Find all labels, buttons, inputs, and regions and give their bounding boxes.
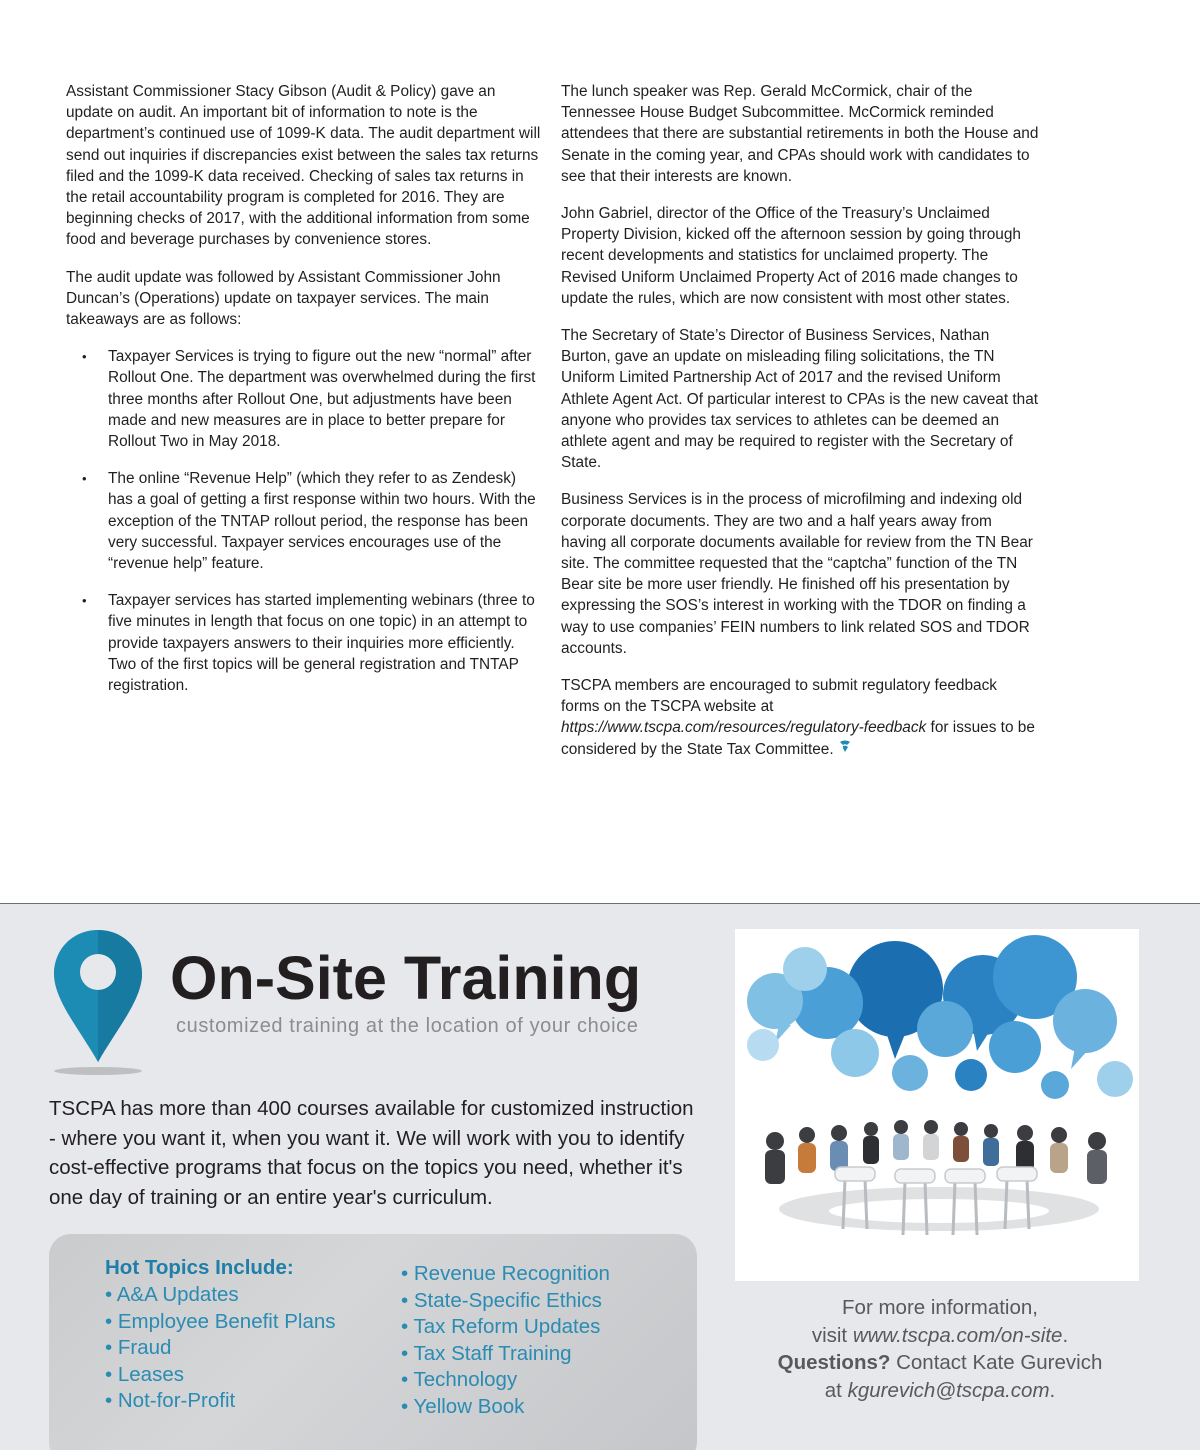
- paragraph: John Gabriel, director of the Office of the Treasury’s Unclaimed Property Division, kicked off the afternoon session by going through recent developments and statistics for unclaimed property. The Revised Uniform Unclaimed Property Act of 2016 made changes to update the rules, which are now consistent with most other states.: [561, 205, 1021, 307]
- topic-item: • Employee Benefit Plans: [105, 1309, 336, 1333]
- on-site-training-ad: [0, 904, 1200, 1450]
- article-right-column: [561, 81, 1039, 776]
- topics-list-right: [401, 1261, 610, 1421]
- contact-info: [740, 1294, 1140, 1404]
- info-text: Contact Kate Gurevich: [890, 1351, 1103, 1374]
- paragraph: The Secretary of State’s Director of Business Services, Nathan Burton, gave an update on misleading filing solicitations, the TN Uniform Limited Partnership Act of 2017 and the revised Uniform Athlete Agent Act. Of particular interest to CPAs is the new caveat that anyone who provides tax services to athletes can be deemed an athlete agent and may be required to register with the Secretary of State.: [561, 327, 1039, 472]
- list-item: • Taxpayer services has started implementing webinars (three to five minutes in length that focus on one topic) in an attempt to provide taxpayers answers to their inquiries more efficiently. Two of the first topics will be general registration and TNTAP registration.: [82, 590, 544, 696]
- paragraph-text: TSCPA members are encouraged to submit regulatory feedback forms on the TSCPA website at: [561, 677, 998, 716]
- ad-title: On-Site Training: [170, 944, 642, 1012]
- hot-topics-box: [49, 1234, 697, 1450]
- topics-heading: Hot Topics Include:: [105, 1256, 294, 1279]
- topic-item: • Tax Reform Updates: [401, 1315, 601, 1339]
- article-left-column: [66, 81, 544, 712]
- paragraph: The audit update was followed by Assistant Commissioner John Duncan’s (Operations) update on taxpayer services. The main takeaways are as follows:: [66, 268, 501, 329]
- topic-item: • Revenue Recognition: [401, 1262, 610, 1285]
- info-text: .: [1049, 1378, 1056, 1402]
- questions-label: Questions?: [777, 1351, 891, 1374]
- info-text: at: [824, 1378, 848, 1402]
- info-text: .: [1062, 1323, 1069, 1347]
- takeaways-list: [82, 346, 544, 696]
- list-item: • The online “Revenue Help” (which they refer to as Zendesk) has a goal of getting a first response within two hours. With the exception of the TNTAP rollout period, the response has been very successful. Taxpayer services encourages use of the “revenue help” feature.: [82, 468, 544, 574]
- topic-item: • Leases: [105, 1362, 184, 1386]
- paragraph-text: for issues to be considered by the State Tax Committee.: [561, 719, 1035, 758]
- tscpa-end-mark-icon: [838, 739, 852, 753]
- topic-item: • Tax Staff Training: [401, 1341, 572, 1365]
- topic-item: • State-Specific Ethics: [401, 1288, 602, 1312]
- paragraph: The lunch speaker was Rep. Gerald McCormick, chair of the Tennessee House Budget Subcommittee. McCormick reminded attendees that there are substantial retirements in both the House and Senate in the coming year, and CPAs should work with candidates to see that their interests are known.: [561, 83, 1039, 185]
- topic-item: • Yellow Book: [401, 1394, 525, 1418]
- list-item: • Taxpayer Services is trying to figure out the new “normal” after Rollout One. The department was overwhelmed during the first three months after Rollout One, but adjustments have been made and new measures are in place to better prepare for Rollout Two in May 2018.: [82, 346, 544, 452]
- paragraph: [561, 675, 1039, 760]
- info-line: [740, 1377, 1140, 1405]
- on-site-link[interactable]: www.tscpa.com/on-site: [852, 1323, 1063, 1347]
- topics-list-left: [105, 1282, 336, 1415]
- ad-subtitle: customized training at the location of your choice: [176, 1015, 639, 1037]
- location-pin-icon: [50, 926, 146, 1076]
- info-text: visit: [811, 1323, 853, 1347]
- email-link[interactable]: kgurevich@tscpa.com: [847, 1378, 1050, 1402]
- info-line: For more information,: [842, 1296, 1038, 1319]
- topic-item: • Fraud: [105, 1336, 172, 1360]
- topic-item: • Technology: [401, 1368, 518, 1392]
- info-line: [740, 1349, 1140, 1377]
- paragraph: Assistant Commissioner Stacy Gibson (Audit & Policy) gave an update on audit. An important bit of information to note is the department’s continued use of 1099-K data. The audit department will send out inquiries if discrepancies exist between the sales tax returns filed and the 1099-K data received. Checking of sales tax returns in the retail accountability program is completed for 2016. They are beginning checks of 2017, with the additional information from some food and beverage purchases by convenience stores.: [66, 83, 541, 249]
- info-line: [740, 1322, 1140, 1350]
- feedback-link[interactable]: https://www.tscpa.com/resources/regulatory-feedback: [561, 719, 927, 737]
- topic-item: • A&A Updates: [105, 1283, 239, 1306]
- meeting-speech-bubbles-image: [735, 929, 1139, 1281]
- topic-item: • Not-for-Profit: [105, 1389, 236, 1413]
- paragraph: Business Services is in the process of microfilming and indexing old corporate documents. They are two and a half years away from having all corporate documents available for review from the TN Bear site. The committee requested that the “captcha” function of the TN Bear site be more user friendly. He finished off his presentation by expressing the SOS’s interest in working with the TDOR on finding a way to use companies’ FEIN numbers to link related SOS and TDOR accounts.: [561, 491, 1033, 657]
- ad-body: TSCPA has more than 400 courses available for customized instruction - where you want it, when you want it. We will work with you to identify cost-effective programs that focus on the topics you need, whether it's one day of training or an entire year's curriculum.: [49, 1097, 694, 1209]
